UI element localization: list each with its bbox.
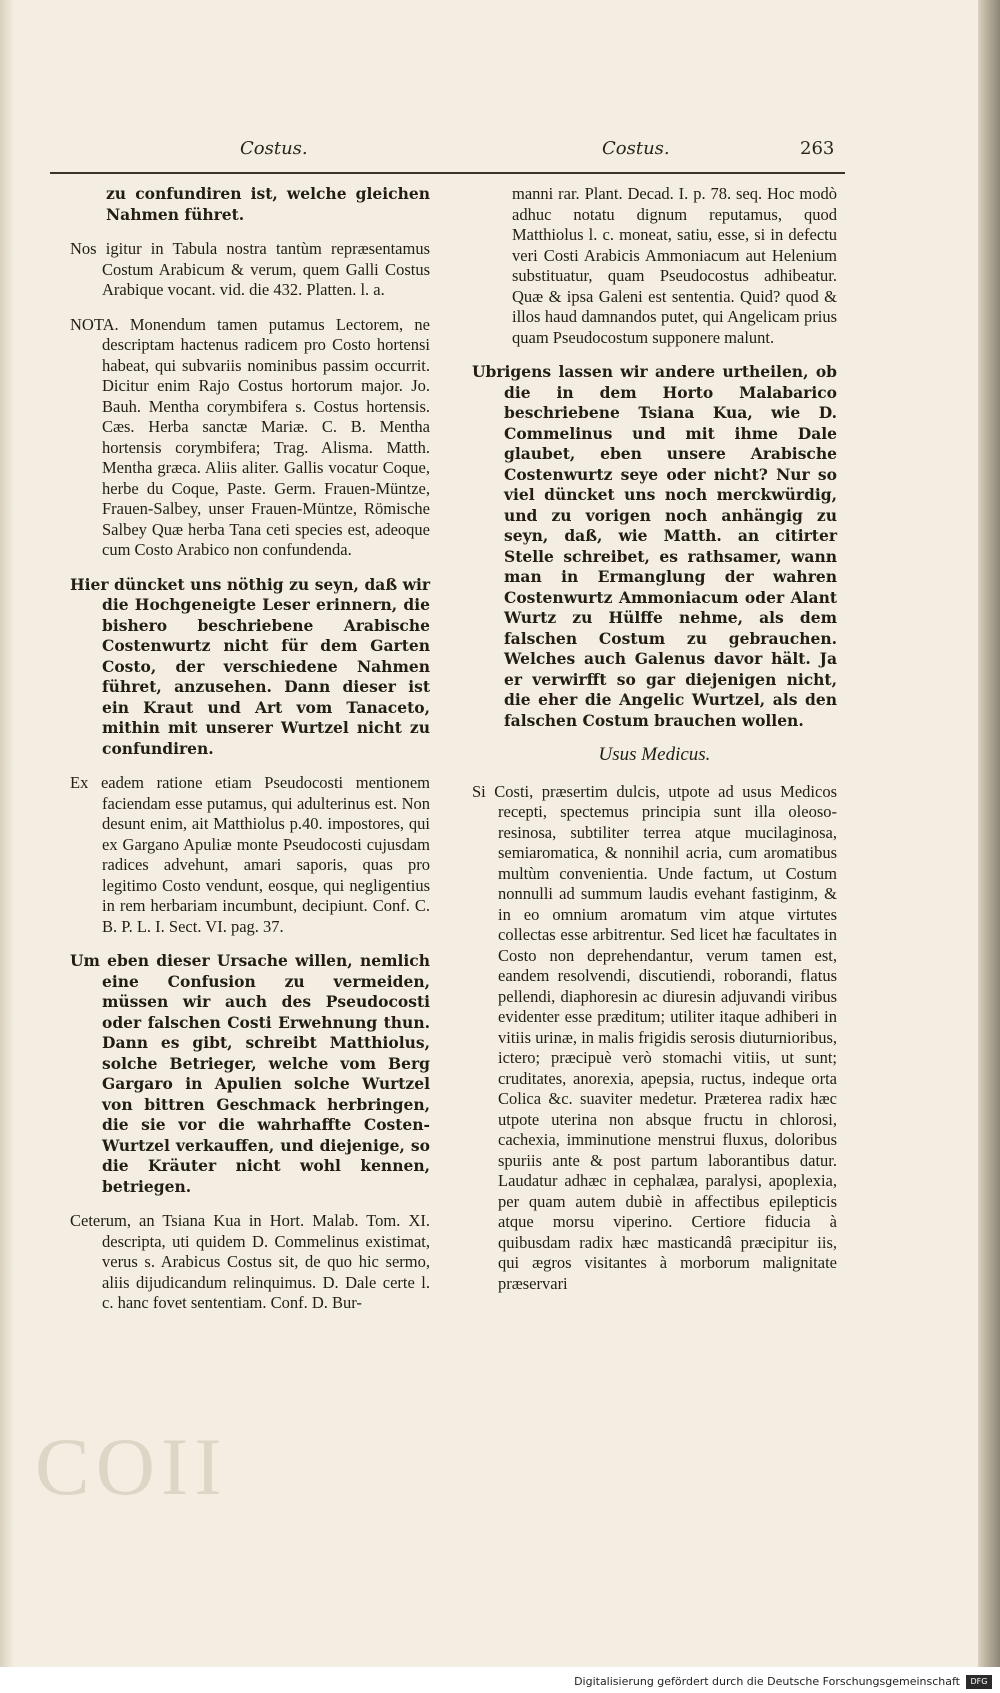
footer-credit: Digitalisierung gefördert durch die Deutsche Forschungsgemeinschaft	[574, 1675, 960, 1688]
running-title-left: Costus.	[240, 138, 308, 159]
paragraph: Si Costi, præsertim dulcis, utpote ad usus Medicos recepti, spectemus principia sunt illa oleoso-resinosa, subtiliter terrea atque mucilaginosa, semiaromatica, & nonnihil acria, cum aromatibus multùm convenientia. Unde factum, ut Costum nonnulli ad summum laudis evehant fastiginm, & in eo omnium aromatum vim atque virtutes collectas esse arbitrentur. Sed licet hæ facultates in Costo non deprehendantur, verum tamen est, eandem resolvendi, discutiendi, roborandi, flatus pellendi, diaphoresin ac diuresin adjuvandi viribus evidenter esse præditum; utiliter itaque adhiberi in vitiis urinæ, in malis frigidis serosis diuturnioribus, ictero; præcipuè verò stomachi vitiis, ut sunt; cruditates, anorexia, apepsia, ructus, indeque orta Colica &c. suaviter medetur. Præterea radix hæc utpote uterina non absque fructu in chlorosi, cachexia, imminutione menstrui fluxus, doloribus spuriis ante & post partum laborantibus datur. Laudatur adhæc in cephalæa, paralysi, apoplexia, per quam autem dubiè in affectibus epilepticis atque morsu viperino. Certiore fiducia à quibusdam radix hæc masticandâ præcipitur iis, qui ægros visitantes à morborum malignitate præservari	[472, 781, 837, 1293]
paragraph: Ubrigens lassen wir andere urtheilen, ob die in dem Horto Malabarico beschriebene Tsiana Kua, wie D. Commelinus und mit ihme Dale glaubet, eben unsere Arabische Costenwurtz seye oder nicht? Nur so viel düncket uns noch merckwürdig, und zu vorigen noch anhängig zu seyn, daß, wie Matth. an citirter Stelle schreibet, es rathsamer, wann man in Ermanglung der wahren Costenwurtz Ammoniacum oder Alant Wurtz zu Hülffe nehme, als dem falschen Costum zu gebrauchen. Welches auch Galenus davor hält. Ja er verwirfft so gar diejenigen nicht, die eher die Angelic Wurtzel, als den falschen Costum brauchen wollen.	[472, 362, 837, 730]
header-rule	[50, 172, 845, 174]
running-header	[0, 138, 1000, 172]
paragraph: NOTA. Monendum tamen putamus Lectorem, ne descriptam hactenus radicem pro Costo hortensi habeat, qui subvariis nominibus passim occurrit. Dicitur enim Rajo Costus hortorum major. Jo. Bauh. Mentha corymbifera s. Costus hortensis. Cæs. Herba sanctæ Mariæ. C. B. Mentha hortensis corymbifera; Trag. Alisma. Matth. Mentha græca. Aliis aliter. Gallis vocatur Coque, herbe du Coque, Paste. Germ. Frauen-Müntze, Frauen-Salbey, unser Frauen-Müntze, Römische Salbey Quæ herba Tana ceti species est, adeoque cum Costo Arabico non confundenda.	[70, 314, 430, 559]
right-column	[472, 184, 837, 1308]
dfg-logo: DFG	[966, 1675, 992, 1689]
paragraph: Ex eadem ratione etiam Pseudocosti mentionem faciendam esse putamus, qui adulterinus est. Non desunt enim, ait Matthiolus p.40. impostores, qui ex Gargano Apuliæ monte Pseudocosti cujusdam radices advehunt, amari saporis, quas pro legitimo Costo vendunt, eosque, qui negligentius in rem herbariam incumbunt, decipiunt. Conf. C. B. P. L. I. Sect. VI. pag. 37.	[70, 773, 430, 936]
section-heading: Usus Medicus.	[598, 744, 711, 765]
paragraph: zu confundiren ist, welche gleichen Nahmen führet.	[106, 184, 430, 224]
paragraph: Hier düncket uns nöthig zu seyn, daß wir die Hochgeneigte Leser erinnern, die bishero beschriebene Arabische Costenwurtz nicht für dem Garten Costo, der verschiedene Nahmen führet, anzusehen. Dann dieser ist ein Kraut und Art vom Tanaceto, mithin mit unserer Wurtzel nicht zu confundiren.	[70, 574, 430, 758]
paragraph: Um eben dieser Ursache willen, nemlich eine Confusion zu vermeiden, müssen wir auch des Pseudocosti oder falschen Costi Erwehnung thun. Dann es gibt, schreibt Matthiolus, solche Betrieger, welche vom Berg Gargaro in Apulien solche Wurtzel von bittren Geschmack herbringen, die sie vor die wahrhaffte Costen-Wurtzel verkauffen, und diejenige, so die Kräuter nicht wohl kennen, betriegen.	[70, 951, 430, 1196]
paragraph: Ceterum, an Tsiana Kua in Hort. Malab. Tom. XI. descripta, uti quidem D. Commelinus existimat, verus s. Arabicus Costus sit, de quo hic sermo, aliis dijudicandum relinquimus. D. Dale certe l. c. hanc fovet sententiam. Conf. D. Bur-	[70, 1211, 430, 1312]
footer-bar	[0, 1667, 1000, 1693]
page-edge	[978, 0, 1000, 1693]
paragraph: manni rar. Plant. Decad. I. p. 78. seq. Hoc modò adhuc notatu dignum reputamus, quod Matthiolus l. c. moneat, satiu, esse, si in defectu veri Costi Arabicis Ammoniacum aut Helenium substituatur, quam Pseudocostus adhibeatur. Quæ & ipsa Galeni est sententia. Quid? quod & illos haud damnandos putet, qui Angelicam prius quam Pseudocostum supponere malunt.	[512, 184, 837, 347]
bleed-through-text: COII	[35, 1421, 228, 1512]
gutter-shadow	[0, 0, 14, 1693]
left-column	[70, 184, 430, 1328]
paragraph: Nos igitur in Tabula nostra tantùm repræsentamus Costum Arabicum & verum, quem Galli Costus Arabique vocant. vid. die 432. Platten. l. a.	[70, 239, 430, 299]
running-title-right: Costus.	[602, 138, 670, 159]
page-number: 263	[800, 138, 835, 159]
